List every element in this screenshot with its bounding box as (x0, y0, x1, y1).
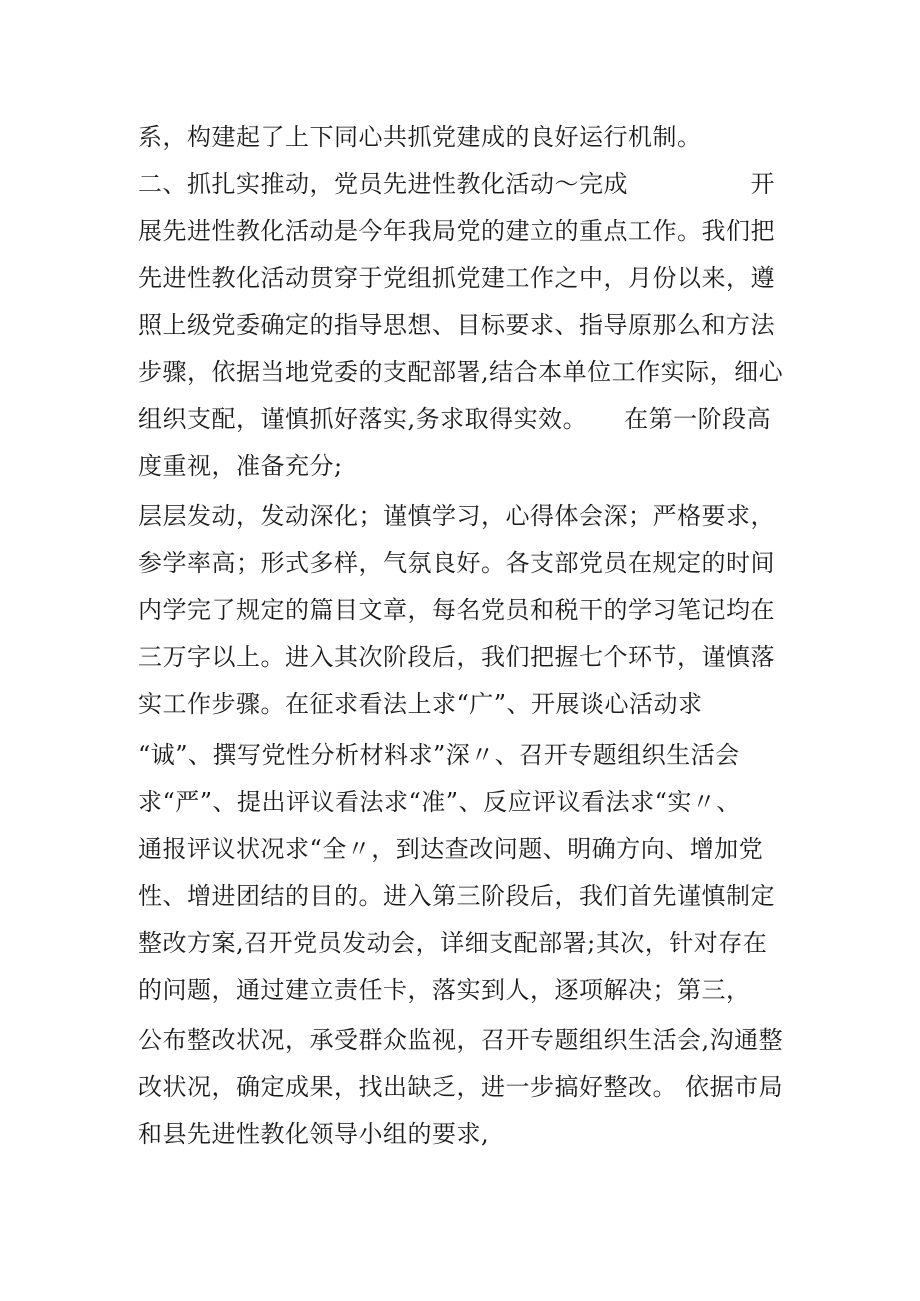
text-line: 公布整改状况，承受群众监视，召开专题组织生活会,沟通整 (138, 1026, 784, 1054)
text-line: 改状况，确定成果，找出缺乏，进一步搞好整改。 依据市局 (138, 1073, 784, 1101)
text-line: 内学完了规定的篇目文章，每名党员和税干的学习笔记均在 (138, 596, 775, 624)
text-line: 性、增进团结的目的。进入第三阶段后，我们首先谨慎制定 (138, 882, 775, 910)
text-line: 层层发动，发动深化；谨慎学习，心得体会深；严格要求， (138, 502, 775, 530)
text-line: 三万字以上。进入其次阶段后，我们把握七个环节，谨慎落 (138, 643, 775, 671)
text-line: 组织支配，谨慎抓好落实,务求取得实效。 在第一阶段高 (138, 405, 772, 433)
text-line: 求“严”、提出评议看法求“准”、反应评议看法求“实〃、 (138, 788, 741, 816)
text-line: 先进性教化活动贯穿于党组抓党建工作之中，月份以来，遵 (138, 264, 775, 292)
text-line: 实工作步骤。在征求看法上求“广”、开展谈心活动求 (138, 690, 703, 718)
text-line: 展先进性教化活动是今年我局党的建立的重点工作。我们把 (138, 217, 775, 245)
text-line: 通报评议状况求“全〃，到达查改问题、明确方向、增加党 (138, 835, 764, 863)
section-heading: 二、抓扎实推动，党员先进性教化活动～完成 开 (138, 170, 775, 198)
text-line: 参学率高；形式多样，气氛良好。各支部党员在规定的时间 (138, 549, 775, 577)
text-line: 和县先进性教化领导小组的要求, (138, 1120, 490, 1148)
text-line: 度重视，准备充分; (138, 452, 343, 480)
text-line: 照上级党委确定的指导思想、目标要求、指导原那么和方法 (138, 311, 775, 339)
text-line: 系，构建起了上下同心共抓党建成的良好运行机制。 (138, 123, 702, 151)
text-line: 整改方案,召开党员发动会，详细支配部署;其次，针对存在 (138, 929, 768, 957)
text-line: “诚”、撰写党性分析材料求”深〃、召开专题组织生活会 (138, 741, 740, 769)
text-line: 步骤，依据当地党委的支配部署,结合本单位工作实际，细心 (138, 358, 784, 386)
text-line: 的问题，通过建立责任卡，落实到人，逐项解决；第三， (138, 976, 751, 1004)
